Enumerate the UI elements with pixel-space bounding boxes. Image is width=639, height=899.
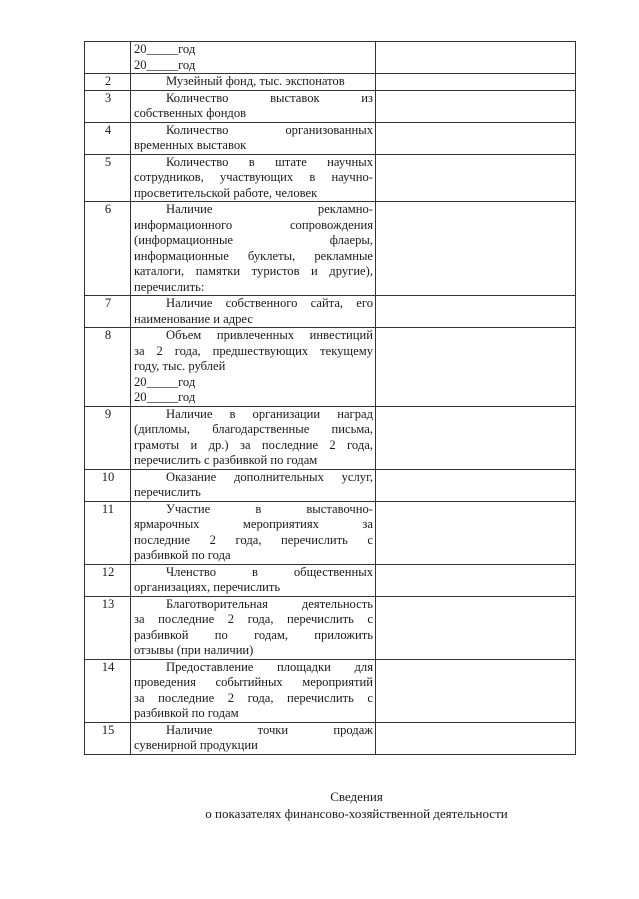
- row-value-cell[interactable]: [376, 122, 576, 154]
- description-line: за последние 2 года, перечислить с: [134, 690, 373, 705]
- row-description: [131, 722, 376, 754]
- description-line: Наличие рекламно-: [166, 202, 373, 216]
- row-value-cell[interactable]: [376, 722, 576, 754]
- row-number: 15: [85, 722, 131, 754]
- description-line: Музейный фонд, тыс. экспонатов: [166, 74, 345, 88]
- row-description: [131, 154, 376, 202]
- row-description: [131, 122, 376, 154]
- description-line: грамоты и др.) за последние 2 года,: [134, 437, 373, 452]
- row-description: [131, 596, 376, 659]
- description-line: разбивкой по годам, приложить: [134, 627, 373, 642]
- description-line: 20_____год: [134, 57, 196, 72]
- row-description: [131, 659, 376, 722]
- row-value-cell[interactable]: [376, 328, 576, 407]
- table-row: [85, 469, 576, 501]
- table-row: [85, 564, 576, 596]
- description-line: году, тыс. рублей: [134, 359, 226, 373]
- row-number: 8: [85, 328, 131, 407]
- row-number: 2: [85, 74, 131, 91]
- description-line: Количество выставок из: [166, 90, 373, 105]
- section-subtitle: о показателях финансово-хозяйственной деятельности: [205, 806, 508, 821]
- table-row: [85, 42, 576, 74]
- table-row: [85, 154, 576, 202]
- row-number: 14: [85, 659, 131, 722]
- row-description: [131, 501, 376, 564]
- row-value-cell[interactable]: [376, 296, 576, 328]
- description-line: за 2 года, предшествующих текущему: [134, 343, 373, 358]
- description-line: Членство в общественных: [166, 564, 373, 579]
- description-line: Оказание дополнительных услуг,: [166, 469, 373, 484]
- row-value-cell[interactable]: [376, 74, 576, 91]
- description-line: перечислить:: [134, 279, 205, 294]
- description-line: информационные буклеты, рекламные: [134, 248, 373, 263]
- table-row: [85, 659, 576, 722]
- row-description: [131, 42, 376, 74]
- description-line: (информационные флаеры,: [134, 233, 373, 247]
- description-line: каталоги, памятки туристов и другие),: [134, 264, 373, 278]
- row-number: [85, 42, 131, 74]
- description-line: отзывы (при наличии): [134, 643, 254, 657]
- table-row: [85, 122, 576, 154]
- description-line: Количество организованных: [166, 122, 373, 137]
- description-line: собственных фондов: [134, 106, 247, 120]
- description-line: просветительской работе, человек: [134, 185, 318, 200]
- description-line: Наличие собственного сайта, его: [166, 296, 373, 310]
- description-line: (дипломы, благодарственные письма,: [134, 422, 373, 436]
- row-number: 9: [85, 406, 131, 469]
- row-value-cell[interactable]: [376, 564, 576, 596]
- description-line: Наличие точки продаж: [166, 722, 373, 737]
- row-value-cell[interactable]: [376, 406, 576, 469]
- description-line: разбивкой по года: [134, 548, 231, 562]
- table-row: [85, 328, 576, 407]
- row-description: [131, 296, 376, 328]
- row-value-cell[interactable]: [376, 469, 576, 501]
- row-description: [131, 202, 376, 296]
- description-line: наименование и адрес: [134, 311, 253, 326]
- description-line: организациях, перечислить: [134, 580, 281, 594]
- description-line: проведения событийных мероприятий: [134, 675, 373, 689]
- description-line: Благотворительная деятельность: [166, 596, 373, 611]
- row-value-cell[interactable]: [376, 90, 576, 122]
- row-number: 7: [85, 296, 131, 328]
- row-number: 3: [85, 90, 131, 122]
- table-row: [85, 74, 576, 91]
- description-line: за последние 2 года, перечислить с: [134, 612, 373, 626]
- description-line: 20_____год: [134, 390, 196, 404]
- row-description: [131, 406, 376, 469]
- description-line: разбивкой по годам: [134, 706, 239, 720]
- row-description: [131, 90, 376, 122]
- row-value-cell[interactable]: [376, 596, 576, 659]
- criteria-table: [84, 41, 576, 755]
- section-title: Сведения: [330, 789, 383, 804]
- description-line: Наличие в организации наград: [166, 406, 373, 421]
- row-number: 5: [85, 154, 131, 202]
- row-value-cell[interactable]: [376, 501, 576, 564]
- description-line: перечислить с разбивкой по годам: [134, 453, 318, 467]
- row-number: 12: [85, 564, 131, 596]
- description-line: последние 2 года, перечислить с: [134, 532, 373, 547]
- table-row: [85, 501, 576, 564]
- table-row: [85, 722, 576, 754]
- row-value-cell[interactable]: [376, 42, 576, 74]
- row-value-cell[interactable]: [376, 202, 576, 296]
- table-row: [85, 296, 576, 328]
- description-line: Количество в штате научных: [166, 154, 373, 169]
- description-line: Предоставление площадки для: [166, 659, 373, 674]
- description-line: информационного сопровождения: [134, 217, 373, 232]
- description-line: сувенирной продукции: [134, 738, 258, 752]
- table-row: [85, 202, 576, 296]
- description-line: 20_____год: [134, 374, 196, 389]
- table-row: [85, 406, 576, 469]
- row-number: 13: [85, 596, 131, 659]
- row-value-cell[interactable]: [376, 154, 576, 202]
- description-line: ярмарочных мероприятиях за: [134, 517, 373, 531]
- description-line: сотрудников, участвующих в научно-: [134, 170, 373, 184]
- description-line: 20_____год: [134, 42, 196, 56]
- row-description: [131, 328, 376, 407]
- row-description: [131, 74, 376, 91]
- row-number: 4: [85, 122, 131, 154]
- row-description: [131, 564, 376, 596]
- row-number: 11: [85, 501, 131, 564]
- row-description: [131, 469, 376, 501]
- row-number: 6: [85, 202, 131, 296]
- criteria-table-body: [85, 42, 576, 755]
- row-number: 10: [85, 469, 131, 501]
- table-row: [85, 90, 576, 122]
- description-line: Участие в выставочно-: [166, 501, 373, 516]
- description-line: Объем привлеченных инвестиций: [166, 328, 373, 342]
- row-value-cell[interactable]: [376, 659, 576, 722]
- description-line: перечислить: [134, 485, 201, 499]
- table-row: [85, 596, 576, 659]
- description-line: временных выставок: [134, 138, 247, 152]
